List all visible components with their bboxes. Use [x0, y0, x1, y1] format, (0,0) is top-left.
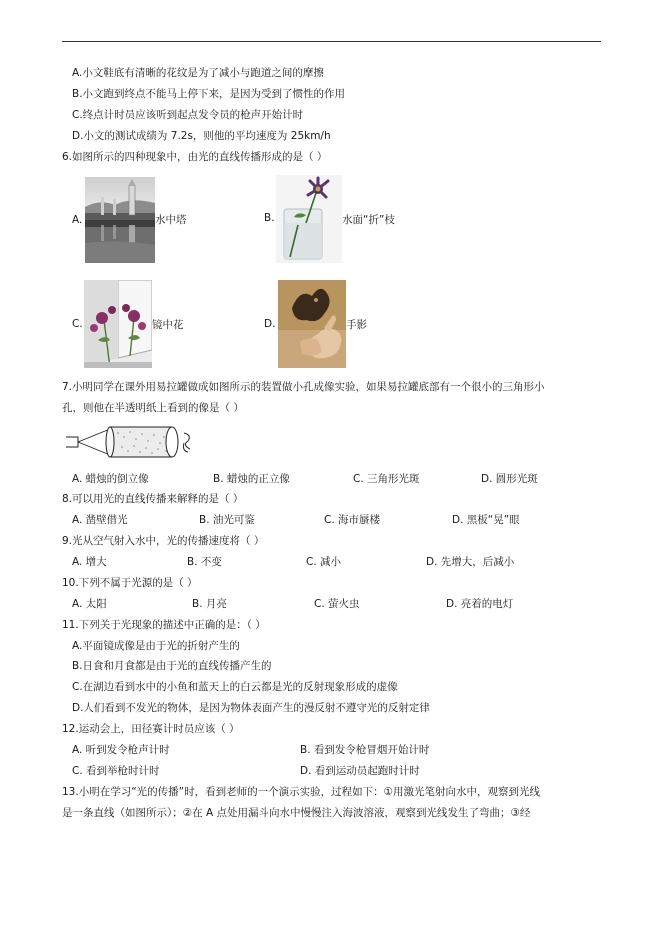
- q12-stem: 12.运动会上，田径赛计时员应该（ ）: [62, 723, 240, 735]
- q8-stem: 8.可以用光的直线传播来解释的是（ ）: [62, 493, 244, 505]
- q6-option-a-letter: A.: [72, 214, 83, 226]
- q12-option-d: D. 看到运动员起跑时计时: [300, 765, 420, 777]
- q9-option-a: A. 增大: [72, 556, 107, 568]
- q7-option-b: B. 蜡烛的正立像: [213, 473, 290, 485]
- q6-option-c-caption: 镜中花: [152, 319, 184, 331]
- q10-option-a: A. 太阳: [72, 598, 107, 610]
- q6-option-c-letter: C.: [72, 318, 83, 330]
- q5-option-b: B.小文跑到终点不能马上停下来，是因为受到了惯性的作用: [72, 88, 346, 100]
- q9-option-c: C. 减小: [306, 556, 342, 568]
- q5-option-c: C.终点计时员应该听到起点发令员的枪声开始计时: [72, 109, 304, 121]
- q8-option-b: B. 油光可鉴: [199, 514, 255, 526]
- q6-option-d-caption: 手影: [346, 319, 367, 331]
- q11-option-a: A.平面镜成像是由于光的折射产生的: [72, 640, 240, 652]
- q8-option-a: A. 凿壁借光: [72, 514, 128, 526]
- q5-option-d: D.小文的测试成绩为 7.2s，则他的平均速度为 25km/h: [72, 130, 331, 142]
- q9-stem: 9.光从空气射入水中，光的传播速度将（ ）: [62, 535, 265, 547]
- q11-option-b: B.日食和月食都是由于光的直线传播产生的: [72, 660, 272, 672]
- q6-option-a-caption: 水中塔: [155, 214, 187, 226]
- q6-option-b-caption: 水面“折”枝: [342, 214, 395, 226]
- q11-option-c: C.在湖边看到水中的小鱼和蓝天上的白云都是光的反射现象形成的虚像: [72, 681, 398, 693]
- q7-stem-line2: 孔，则他在半透明纸上看到的像是（ ）: [62, 402, 244, 414]
- q6-stem: 6.如图所示的四种现象中，由光的直线传播形成的是（ ）: [62, 151, 328, 163]
- q12-option-a: A. 听到发令枪声计时: [72, 744, 170, 756]
- flower-in-water-glass-photo: [276, 175, 342, 263]
- q9-option-d: D. 先增大，后减小: [426, 556, 515, 568]
- q6-option-d-letter: D.: [264, 318, 276, 330]
- q5-option-a: A.小文鞋底有清晰的花纹是为了减小与跑道之间的摩擦: [72, 67, 324, 79]
- q8-option-c: C. 海市蜃楼: [324, 514, 381, 526]
- q12-option-c: C. 看到举枪时计时: [72, 765, 160, 777]
- q7-option-d: D. 圆形光斑: [481, 473, 538, 485]
- q10-option-c: C. 萤火虫: [314, 598, 360, 610]
- q7-option-c: C. 三角形光斑: [353, 473, 420, 485]
- q13-line2: 是一条直线（如图所示）；②在 A 点处用漏斗向水中慢慢注入海波溶液，观察到光线发生了弯曲；③经: [62, 807, 531, 819]
- header-rule: [62, 41, 601, 42]
- q9-option-b: B. 不变: [187, 556, 222, 568]
- q7-stem-line1: 7.小明同学在课外用易拉罐做成如图所示的装置做小孔成像实验，如果易拉罐底部有一个很小的三角形小: [62, 381, 545, 393]
- q12-option-b: B. 看到发令枪冒烟开始计时: [300, 744, 430, 756]
- flower-in-mirror-photo: [84, 280, 152, 368]
- q6-option-b-letter: B.: [264, 212, 275, 224]
- q10-option-b: B. 月亮: [192, 598, 227, 610]
- q11-stem: 11.下列关于光现象的描述中正确的是：（ ）: [62, 619, 266, 631]
- pinhole-can-diagram: [64, 421, 200, 463]
- q13-line1: 13.小明在学习“光的传播”时，看到老师的一个演示实验，过程如下：①用激光笔射向水中，观察到光线: [62, 786, 540, 798]
- q10-option-d: D. 亮着的电灯: [446, 598, 514, 610]
- q8-option-d: D. 黑板“晃”眼: [452, 514, 520, 526]
- q10-stem: 10.下列不属于光源的是（ ）: [62, 577, 198, 589]
- q7-option-a: A. 蜡烛的倒立像: [72, 473, 149, 485]
- tower-reflection-photo: [85, 177, 155, 263]
- hand-shadow-photo: [278, 280, 346, 368]
- q11-option-d: D.人们看到不发光的物体，是因为物体表面产生的漫反射不遵守光的反射定律: [72, 702, 430, 714]
